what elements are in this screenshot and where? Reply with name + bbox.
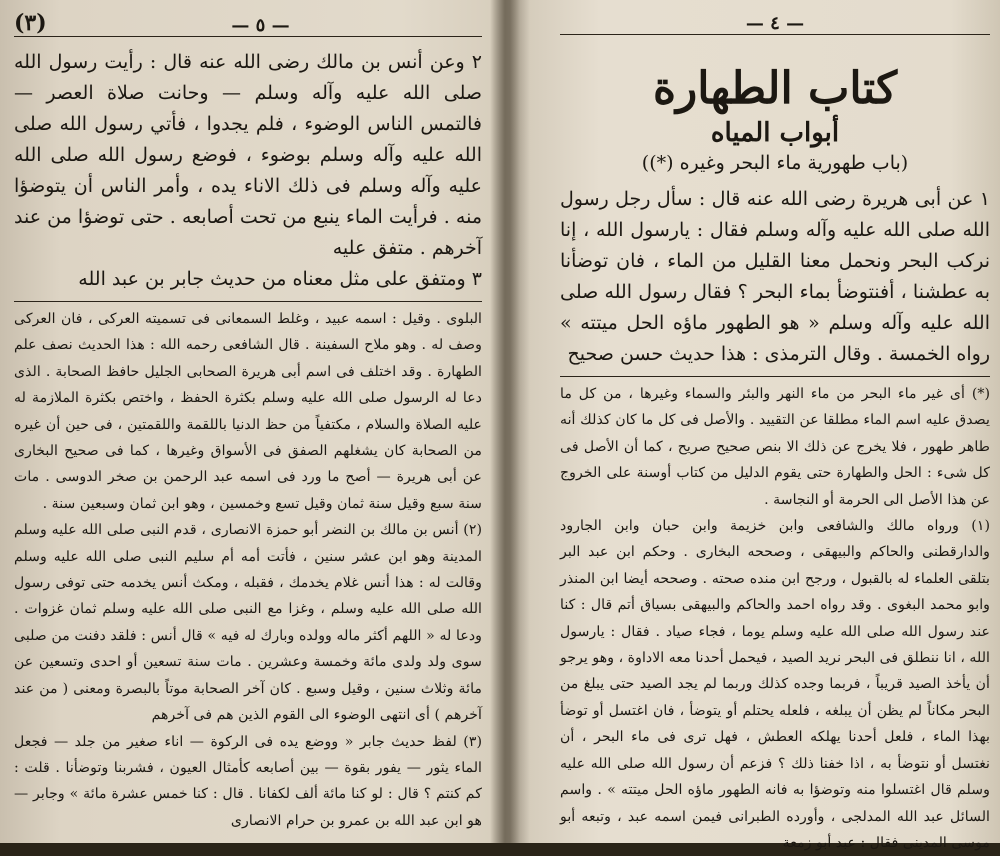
left-page [0, 0, 500, 843]
right-page-header [560, 6, 990, 35]
chapter-title: (باب طهورية ماء البحر وغيره (*)) [641, 152, 909, 174]
footnote: البلوى . وقيل : اسمه عبيد ، وغلط السمعانى فى تسميته العركى ، فان العركى وصف له . وهو ملاح السفينة . قال الشافعى رحمه الله : هذا الحديث نصف علم الطهارة . وقد اختلف فى اسم أبى هريرة الصحابى الجليل حافظ الصحابة . الذى دعا له الرسول صلى الله عليه وسلم بكثرة الحفظ ، واختص بكثرة الملازمة له عليه الصلاة والسلام ، مكتفياً من حظ الدنيا باللقمة واللقمتين ، فى حين أن غيره من الصحابة كان يشغلهم الصفق فى الأسواق وغيرها ، كما فى صحيح البخارى عن أبى هريرة — أصح ما ورد فى اسمه عبد الرحمن بن صخر الدوسى . مات سنة سبع وقيل سنة ثمان وقيل تسع وخمسين ، وهو ابن ثمان وسبعين سنة . [14, 311, 482, 512]
hadith-1: ١ عن أبى هريرة رضى الله عنه قال : سأل رجل رسول الله صلى الله عليه وآله وسلم فقال : يارسول الله ، إنا نركب البحر ونحمل معنا القليل من الماء ، فان توضأنا به عطشنا ، أفنتوضأ بماء البحر ؟ فقال رسول الله صلى الله عليه وآله وسلم « هو الطهور ماؤه الحل ميتته » رواه الخمسة . وقال الترمذى : هذا حديث حسن صحيح [560, 188, 990, 365]
left-page-header [14, 8, 482, 37]
footnote: (٣) لفظ حديث جابر « ووضع يده فى الركوة — اناء صغير من جلد — فجعل الماء يثور — يفور بقوة — بين أصابعه كأمثال العيون ، فشربنا وتوضأنا . قلت : كم كنتم ؟ قال : لو كنا مائة ألف لكفانا . قال : كنا خمس عشرة مائة » وجابر — هو ابن عبد الله بن عمرو بن حرام الانصارى [14, 733, 482, 829]
hadith-2: ٢ وعن أنس بن مالك رضى الله عنه قال : رأيت رسول الله صلى الله عليه وآله وسلم — وحانت صلاة العصر — فالتمس الناس الوضوء ، فلم يجدوا ، فأتي رسول الله صلى الله عليه وآله وسلم بوضوء ، فوضع رسول الله صلى الله عليه وآله وسلم فى ذلك الاناء يده ، وأمر الناس أن يتوضؤا منه . فرأيت الماء ينبع من تحت أصابعه . حتى توضؤا من عند آخرهم . متفق عليه [14, 51, 482, 259]
page-number: — ٥ — [231, 15, 290, 36]
footnote: (٢) أنس بن مالك بن النضر أبو حمزة الانصارى ، قدم النبى صلى الله عليه وسلم المدينة وهو ابن عشر سنين ، فأتت أمه أم سليم النبى صلى الله عليه وسلم وقالت له : هذا أنس غلام يخدمك ، فقبله ، ومكث أنس يخدمه حتى توفى رسول الله صلى الله عليه وسلم ، وغزا مع النبى صلى الله عليه وسلم ثمان غزوات . ودعا له « اللهم أكثر ماله وولده وبارك له فيه » قال أنس : فلقد دفنت من صلبى سوى ولد ولدى مائة وخمسة وعشرين . مات سنة تسعين أو احدى وتسعين عن مائة وثلاث سنين ، وقيل وسبع . كان آخر الصحابة موتاً بالبصرة ومعنى ( من عند آخرهم ) أى انتهى الوضوء الى القوم الذين هم فى آخرهم [14, 522, 482, 724]
footnote-divider [560, 376, 990, 377]
footnote-divider [14, 301, 482, 302]
hadith-3: ٣ ومتفق على مثل معناه من حديث جابر بن عبد الله [78, 268, 482, 290]
book-title: كتاب الطهارة [652, 63, 898, 114]
footnote: (١) ورواه مالك والشافعى وابن خزيمة وابن حبان وابن الجارود والدارقطنى والحاكم والبيهقى ، وصححه البخارى . وحكم ابن عبد البر بتلقى العلماء له بالقبول ، ورجح ابن منده صحته . وصححه أيضا ابن المنذر وابو محمد البغوى . وقد رواه احمد والحاكم والبيهقى بسياق أتم قال : كنا عند رسول الله صلى الله عليه وسلم يوما ، فجاء صياد . فقال : يارسول الله ، انا ننطلق فى البحر نريد الصيد ، فيحمل أحدنا معه الاداوة ، وهو يرجو أن يأخذ الصيد قريباً ، فربما وجده كذلك وربما لم يجد الصيد حتى يبلغ من البحر مكاناً لم يظن أن يبلغه ، فلعله يحتلم أو يتوضأ ، فان اغتسل أو توضأ بهذا الماء ، فلعل أحدنا يهلكه العطش ، فهل ترى فى ماء البحر ، أن نغتسل أو نتوضأ به ، اذا خفنا ذلك ؟ فزعم أن رسول الله صلى الله عليه وسلم قال اغتسلوا منه وتوضؤا به فانه الطهور ماؤه الحل ميتته » . واسم السائل عبد الله المدلجى ، وأورده الطبرانى فيمن اسمه عبد ، وتبعه أبو موسى المدينى فقال : عبد أبو زمعة [560, 518, 990, 851]
section-title: أبواب المياه [710, 118, 840, 148]
footnote: (*) أى غير ماء البحر من ماء النهر والبئر والسماء وغيرها ، من كل ما يصدق عليه اسم الماء مطلقا عن التقييد . والأصل فى كل ما كان كذلك أنه طاهر طهور ، فلا يخرج عن ذلك الا بنص صحيح صريح ، كما أن الأصل فى كل شىء : الحل والطهارة حتى يقوم الدليل من كتاب أوسنة على الخروج عن هذا الأصل الى الحرمة أو النجاسة . [560, 386, 990, 508]
right-page [520, 0, 1000, 851]
page-number: — ٤ — [745, 13, 805, 34]
section-number: (٣) [14, 10, 47, 36]
